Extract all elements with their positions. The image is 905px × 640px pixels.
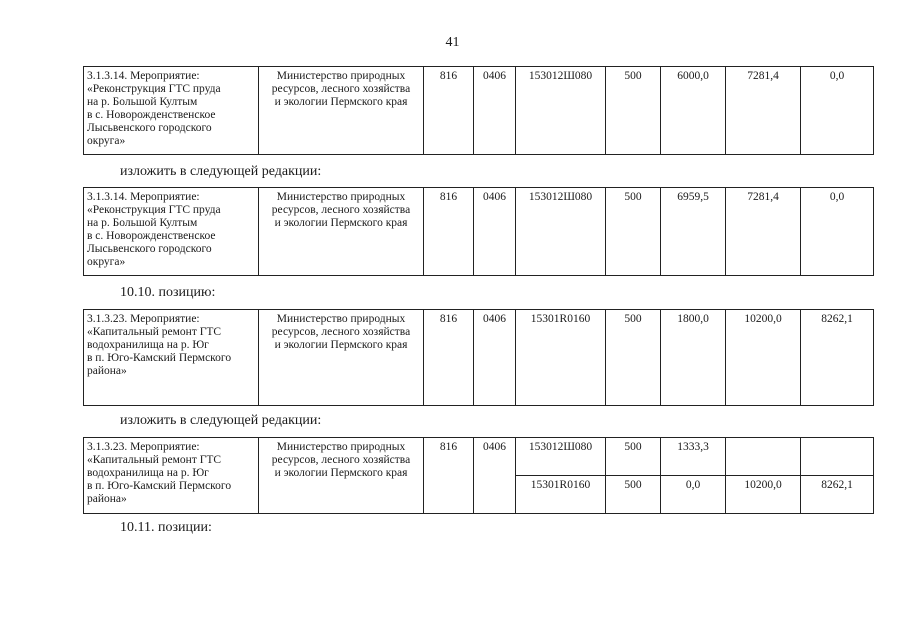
year3-cell: 8262,1 bbox=[801, 310, 874, 406]
budget-table-1 bbox=[83, 66, 874, 155]
rzpr-cell: 0406 bbox=[474, 188, 516, 276]
table-row bbox=[84, 67, 874, 155]
year1-cell: 1800,0 bbox=[661, 310, 726, 406]
year2-cell: 10200,0 bbox=[726, 310, 801, 406]
paragraph-amendment-2: изложить в следующей редакции: bbox=[120, 413, 322, 428]
paragraph-item-10-11: 10.11. позиции: bbox=[120, 520, 212, 535]
year3-cell bbox=[801, 438, 874, 476]
csr-cell: 15301R0160 bbox=[516, 310, 606, 406]
csr-cell: 153012Ш080 bbox=[516, 67, 606, 155]
csr-cell: 153012Ш080 bbox=[516, 188, 606, 276]
vr-cell: 500 bbox=[606, 67, 661, 155]
page-number: 41 bbox=[445, 35, 460, 50]
year2-cell bbox=[726, 438, 801, 476]
csr-cell: 153012Ш080 bbox=[516, 438, 606, 476]
executor-cell: Министерство природных ресурсов, лесного хозяйства и экологии Пермского края bbox=[259, 188, 424, 276]
event-name-cell: 3.1.3.14. Мероприятие: «Реконструкция ГТС пруда на р. Большой Култым в с. Новорожденственское Лысьвенского городского округа» bbox=[84, 188, 259, 276]
paragraph-item-10-10: 10.10. позицию: bbox=[120, 285, 216, 300]
rzpr-cell: 0406 bbox=[474, 67, 516, 155]
table-row bbox=[84, 310, 874, 406]
vr-cell: 500 bbox=[606, 438, 661, 476]
vr-cell: 500 bbox=[606, 310, 661, 406]
budget-table-4 bbox=[83, 437, 874, 514]
year1-cell: 0,0 bbox=[661, 476, 726, 514]
rzpr-cell: 0406 bbox=[474, 310, 516, 406]
grbs-cell: 816 bbox=[424, 310, 474, 406]
year2-cell: 7281,4 bbox=[726, 67, 801, 155]
year2-cell: 10200,0 bbox=[726, 476, 801, 514]
grbs-cell: 816 bbox=[424, 67, 474, 155]
year3-cell: 0,0 bbox=[801, 188, 874, 276]
table-row bbox=[84, 188, 874, 276]
year3-cell: 0,0 bbox=[801, 67, 874, 155]
event-name-cell: 3.1.3.14. Мероприятие: «Реконструкция ГТС пруда на р. Большой Култым в с. Новорожденственское Лысьвенского городского округа» bbox=[84, 67, 259, 155]
year2-cell: 7281,4 bbox=[726, 188, 801, 276]
grbs-cell: 816 bbox=[424, 188, 474, 276]
year1-cell: 6959,5 bbox=[661, 188, 726, 276]
event-name-cell: 3.1.3.23. Мероприятие: «Капитальный ремонт ГТС водохранилища на р. Юг в п. Юго-Камский Пермского района» bbox=[84, 438, 259, 514]
executor-cell: Министерство природных ресурсов, лесного хозяйства и экологии Пермского края bbox=[259, 438, 424, 514]
event-name-cell: 3.1.3.23. Мероприятие: «Капитальный ремонт ГТС водохранилища на р. Юг в п. Юго-Камский Пермского района» bbox=[84, 310, 259, 406]
csr-cell: 15301R0160 bbox=[516, 476, 606, 514]
rzpr-cell: 0406 bbox=[474, 438, 516, 514]
year1-cell: 1333,3 bbox=[661, 438, 726, 476]
vr-cell: 500 bbox=[606, 188, 661, 276]
budget-table-3 bbox=[83, 309, 874, 406]
executor-cell: Министерство природных ресурсов, лесного хозяйства и экологии Пермского края bbox=[259, 310, 424, 406]
vr-cell: 500 bbox=[606, 476, 661, 514]
table-row bbox=[84, 438, 874, 476]
year3-cell: 8262,1 bbox=[801, 476, 874, 514]
year1-cell: 6000,0 bbox=[661, 67, 726, 155]
paragraph-amendment-1: изложить в следующей редакции: bbox=[120, 164, 322, 179]
grbs-cell: 816 bbox=[424, 438, 474, 514]
executor-cell: Министерство природных ресурсов, лесного хозяйства и экологии Пермского края bbox=[259, 67, 424, 155]
budget-table-2 bbox=[83, 187, 874, 276]
